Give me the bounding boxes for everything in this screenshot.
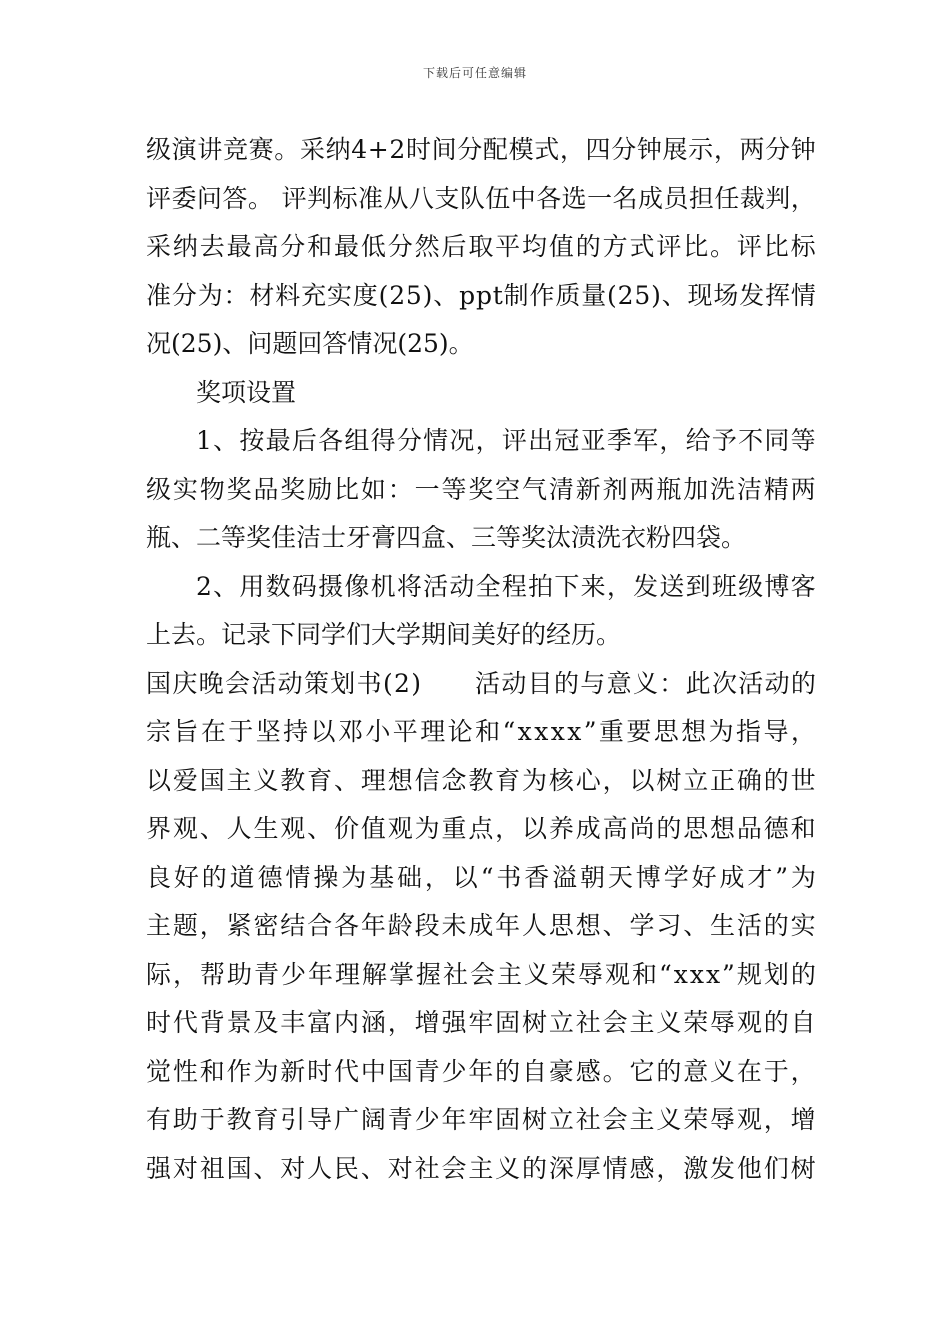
text-line: 瓶、二等奖佳洁士牙膏四盒、三等奖汰渍洗衣粉四袋。 (146, 523, 747, 552)
text-line: 评 委 问 答 。 评 判 标 准 从 八 支 队 伍 中 各 选 一 名 成 员 担 任 裁 判 ， (146, 183, 816, 213)
text-line: 强 对 祖 国 、 对 人 民 、 对 社 会 主 义 的 深 厚 情 感 ， 激 发 他 们 树 (146, 1153, 816, 1183)
text-line: 采 纳 去 最 高 分 和 最 低 分 然 后 取 平 均 值 的 方 式 评 比 。 评 比 标 (146, 232, 816, 261)
document-body (146, 126, 816, 1193)
text-line: 主 题 ， 紧 密 结 合 各 年 龄 段 未 成 年 人 思 想 、 学 习 、 生 活 的 实 (146, 911, 816, 940)
text-line: 以 爱 国 主 义 教 育 、 理 想 信 念 教 育 为 核 心 ， 以 树 立 正 确 的 世 (146, 765, 816, 795)
text-line: 级 实 物 奖 品 奖 励 比 如 ： 一 等 奖 空 气 清 新 剂 两 瓶 加 洗 洁 精 两 (146, 474, 816, 504)
text-line: 际 ， 帮 助 青 少 年 理 解 掌 握 社 会 主 义 荣 辱 观 和 “ x x x ” 规 划 的 (146, 959, 816, 989)
text-line: 级 演 讲 竞 赛 。 采 纳 4 + 2 时 间 分 配 模 式 ， 四 分 钟 展 示 ， 两 分 钟 (146, 135, 816, 164)
text-line: 宗 旨 在 于 坚 持 以 邓 小 平 理 论 和 “ x x x x ” 重 要 思 想 为 指 导 ， (146, 717, 816, 746)
text-line: 界 观 、 人 生 观 、 价 值 观 为 重 点 ， 以 养 成 高 尚 的 思 想 品 德 和 (146, 814, 816, 843)
text-line: 良 好 的 道 德 情 操 为 基 础 ， 以 “ 书 香 溢 朝 天 博 学 好 成 才 ” 为 (146, 862, 816, 892)
text-line: 上去。记录下同学们大学期间美好的经历。 (146, 620, 622, 649)
text-line: 准 分 为 ： 材 料 充 实 度 ( 2 5 ) 、 p p t 制 作 质 量 ( 2 5 ) 、 现 场 发 挥 情 (146, 280, 816, 310)
text-line: 时 代 背 景 及 丰 富 内 涵 ， 增 强 牢 固 树 立 社 会 主 义 荣 辱 观 的 自 (146, 1008, 816, 1037)
text-line: 2 、 用 数 码 摄 像 机 将 活 动 全 程 拍 下 来 ， 发 送 到 班 级 博 客 (196, 571, 816, 601)
text-line: 1 、 按 最 后 各 组 得 分 情 况 ， 评 出 冠 亚 季 军 ， 给 予 不 同 等 (196, 426, 816, 455)
section-heading: 奖项设置 (196, 377, 297, 407)
text-line: 国 庆 晚 会 活 动 策 划 书 ( 2 ) 活 动 目 的 与 意 义 ： 此 次 活 动 的 (146, 668, 816, 698)
text-line: 觉 性 和 作 为 新 时 代 中 国 青 少 年 的 自 豪 感 。 它 的 意 义 在 于 ， (146, 1056, 816, 1086)
page-header-note: 下载后可任意编辑 (422, 66, 527, 80)
text-line: 况(25)、问题回答情况(25)。 (146, 329, 474, 358)
text-line: 有 助 于 教 育 引 导 广 阔 青 少 年 牢 固 树 立 社 会 主 义 荣 辱 观 ， 增 (146, 1105, 816, 1134)
